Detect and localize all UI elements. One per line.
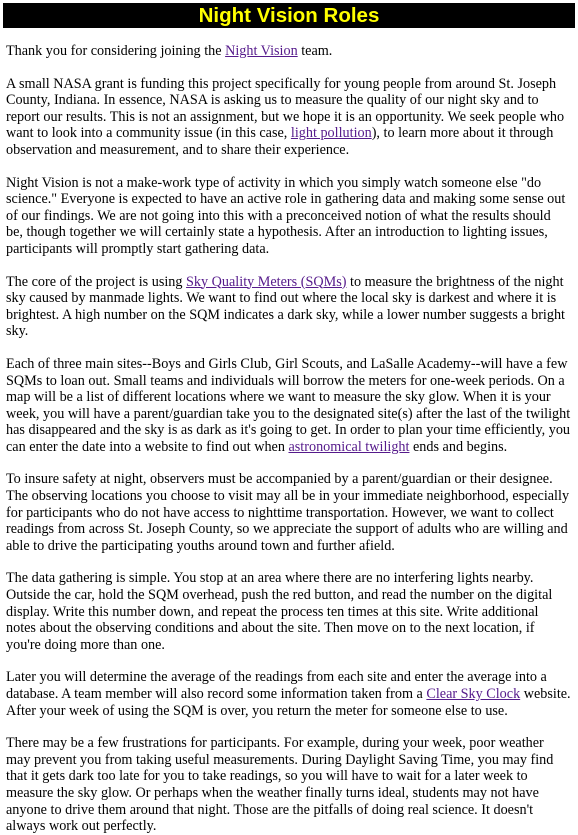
nasa-grant-text-a: A small NASA grant is funding this project specifically for young people from around St. Joseph County, Indiana. In essence, NASA is asking us to measure the quality of our night sky and to report our results. This is not an assignment, but we hope it is an opportunity. We seek people who want to look into a community issue (in this case, <box>6 75 565 142</box>
title-banner <box>3 3 575 28</box>
paragraph-intro <box>6 43 571 60</box>
intro-text-a: Thank you for considering joining the <box>6 43 226 59</box>
clear-sky-clock-link[interactable]: Clear Sky Clock <box>426 686 521 702</box>
main-sites-text-a: Each of three main sites--Boys and Girls Club, Girl Scouts, and LaSalle Academy--will have a few SQMs to loan out. Small teams and individuals will borrow the meters for one-week periods. On a map will be a list of different locations where we want to measure the sky glow. When it is your week, you will have a parent/guardian take you to the designated site(s) after the last of the twilight has disappeared and the sky is as dark as it's going to get. In order to plan your time efficiently, you can enter the date into a website to find out when <box>6 355 571 455</box>
sqm-core-text-a: The core of the project is using <box>6 273 187 290</box>
intro-text-b: team. <box>297 43 333 59</box>
paragraph-safety: To insure safety at night, observers must be accompanied by a parent/guardian or their designee. The observing locations you choose to visit may all be in your immediate neighborhood, especially for participants who do not have access to nighttime transportation. However, we want to collect readings from across St. Joseph County, so we appreciate the support of adults who are willing and able to drive the participating youths around town and further afield. <box>6 471 570 554</box>
nasa-grant-text-b: ), to learn more about it through observation and measurement, and to share their experience. <box>6 125 554 158</box>
paragraph-database <box>6 669 571 719</box>
paragraph-nasa-grant <box>6 76 571 159</box>
sqm-core-text-b: to measure the brightness of the night sky caused by manmade lights. We want to find out where the local sky is darkest and where it is brightest. A high number on the SQM indicates a dark sky, while a lower number suggests a bright sky. <box>6 273 565 340</box>
paragraph-frustrations: There may be a few frustrations for participants. For example, during your week, poor weather may prevent you from taking useful measurements. During Daylight Saving Time, you may find that it gets dark too late for you to take readings, so you will have to wait for a later week to measure the sky glow. Or perhaps when the weather finally turns ideal, students may not have anyone to drive them around that night. Those are the pitfalls of doing real science. It doesn't always work out perfectly. <box>6 735 554 835</box>
article-body <box>0 43 578 835</box>
paragraph-sqm-core <box>6 274 571 340</box>
astronomical-twilight-link[interactable]: astronomical twilight <box>288 438 410 455</box>
light-pollution-link[interactable]: light pollution <box>290 125 372 142</box>
database-text-b: website. After your week of using the SQM is over, you return the meter for someone else to use. <box>6 686 571 719</box>
paragraph-main-sites <box>6 356 571 456</box>
database-text-a: Later you will determine the average of the readings from each site and enter the average into a database. A team member will also record some information taken from a <box>6 669 547 702</box>
night-vision-link[interactable]: Night Vision <box>225 43 298 59</box>
paragraph-data-gathering: The data gathering is simple. You stop at an area where there are no interfering lights nearby. Outside the car, hold the SQM overhead, push the red button, and read the number on the digital display. Write this number down, and repeat the process ten times at this site. Write additional notes about the observing conditions and about the site. Then move on to the next location, if you're doing more than one. <box>6 570 553 653</box>
sky-quality-meters-link[interactable]: Sky Quality Meters (SQMs) <box>186 273 347 290</box>
page-title: Night Vision Roles <box>198 4 380 27</box>
paragraph-active-role: Night Vision is not a make-work type of activity in which you simply watch someone else "do science." Everyone is expected to have an active role in gathering data and making some sense out of our findings. We are not going into this with a preconceived notion of what the results should be, though together we will certainly state a hypothesis. After an introduction to lighting issues, participants will promptly start gathering data. <box>6 174 566 257</box>
main-sites-text-b: ends and begins. <box>409 438 508 455</box>
